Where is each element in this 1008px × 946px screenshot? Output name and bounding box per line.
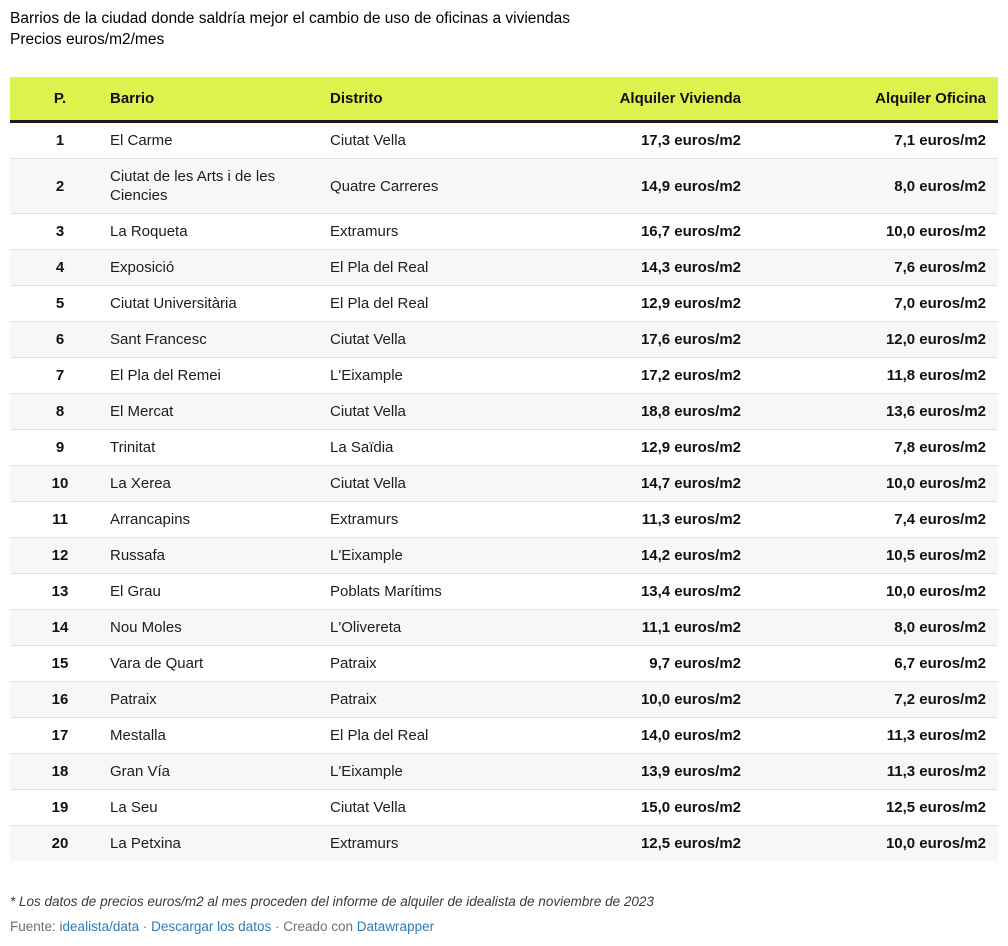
oficina-value-cell: 11,3 euros/m2 bbox=[886, 727, 986, 744]
barrio-cell: La Xerea bbox=[110, 475, 171, 492]
barrio-cell: El Carme bbox=[110, 132, 173, 149]
table-row bbox=[10, 394, 998, 430]
vivienda-value-cell: 11,1 euros/m2 bbox=[641, 619, 741, 636]
oficina-value-cell: 6,7 euros/m2 bbox=[894, 655, 986, 672]
table-row bbox=[10, 790, 998, 826]
source-line bbox=[10, 918, 998, 946]
datawrapper-link[interactable]: Datawrapper bbox=[356, 919, 435, 934]
oficina-value-cell: 12,5 euros/m2 bbox=[885, 799, 986, 816]
header-barrio: Barrio bbox=[110, 77, 330, 122]
oficina-value-cell: 10,0 euros/m2 bbox=[885, 475, 986, 492]
distrito-cell: L'Olivereta bbox=[330, 619, 402, 636]
chart-subtitle: Precios euros/m2/mes bbox=[10, 31, 165, 48]
table-row bbox=[10, 122, 998, 159]
rank-cell: 3 bbox=[55, 223, 65, 240]
rank-cell: 20 bbox=[51, 835, 69, 852]
distrito-cell: Extramurs bbox=[330, 835, 399, 852]
vivienda-value-cell: 18,8 euros/m2 bbox=[640, 403, 741, 420]
vivienda-value-cell: 16,7 euros/m2 bbox=[640, 223, 741, 240]
rank-cell: 17 bbox=[51, 727, 69, 744]
table-header bbox=[10, 77, 998, 122]
price-table bbox=[10, 77, 998, 861]
rank-cell: 7 bbox=[55, 367, 65, 384]
barrio-cell: Nou Moles bbox=[110, 619, 182, 636]
distrito-cell: El Pla del Real bbox=[330, 259, 429, 276]
vivienda-value-cell: 14,2 euros/m2 bbox=[640, 547, 741, 564]
source-link[interactable]: idealista/data bbox=[59, 919, 140, 934]
table-body bbox=[10, 122, 998, 862]
distrito-cell: L'Eixample bbox=[330, 763, 403, 780]
source-label: Fuente: bbox=[10, 919, 56, 934]
vivienda-value-cell: 9,7 euros/m2 bbox=[649, 655, 741, 672]
barrio-cell: Gran Vía bbox=[110, 763, 171, 780]
distrito-cell: Patraix bbox=[330, 655, 377, 672]
oficina-value-cell: 12,0 euros/m2 bbox=[885, 331, 986, 348]
table-row bbox=[10, 502, 998, 538]
separator-dot: · bbox=[274, 919, 280, 934]
vivienda-value-cell: 10,0 euros/m2 bbox=[640, 691, 741, 708]
table-row bbox=[10, 538, 998, 574]
barrio-cell: Patraix bbox=[110, 691, 157, 708]
vivienda-value-cell: 12,5 euros/m2 bbox=[640, 835, 741, 852]
vivienda-value-cell: 14,7 euros/m2 bbox=[640, 475, 741, 492]
oficina-value-cell: 10,0 euros/m2 bbox=[885, 223, 986, 240]
distrito-cell: El Pla del Real bbox=[330, 727, 429, 744]
rank-cell: 11 bbox=[52, 511, 68, 528]
vivienda-value-cell: 13,4 euros/m2 bbox=[640, 583, 741, 600]
vivienda-value-cell: 14,9 euros/m2 bbox=[640, 177, 741, 195]
barrio-cell: Trinitat bbox=[110, 439, 156, 456]
table-row bbox=[10, 610, 998, 646]
barrio-cell: El Pla del Remei bbox=[110, 367, 221, 384]
barrio-cell: La Roqueta bbox=[110, 223, 188, 240]
table-row bbox=[10, 430, 998, 466]
vivienda-value-cell: 11,3 euros/m2 bbox=[641, 511, 741, 528]
rank-cell: 10 bbox=[51, 475, 69, 492]
table-row bbox=[10, 214, 998, 250]
rank-cell: 9 bbox=[55, 439, 65, 456]
table-row bbox=[10, 286, 998, 322]
chart-title: Barrios de la ciudad donde saldría mejor el cambio de uso de oficinas a viviendas bbox=[10, 10, 571, 27]
distrito-cell: Quatre Carreres bbox=[330, 177, 439, 195]
vivienda-value-cell: 12,9 euros/m2 bbox=[640, 295, 741, 312]
distrito-cell: Ciutat Vella bbox=[330, 132, 406, 149]
oficina-value-cell: 10,0 euros/m2 bbox=[885, 835, 986, 852]
separator-dot: · bbox=[142, 919, 148, 934]
vivienda-value-cell: 14,0 euros/m2 bbox=[640, 727, 741, 744]
distrito-cell: Extramurs bbox=[330, 511, 399, 528]
barrio-cell: El Grau bbox=[110, 583, 161, 600]
oficina-value-cell: 13,6 euros/m2 bbox=[885, 403, 986, 420]
vivienda-value-cell: 14,3 euros/m2 bbox=[640, 259, 741, 276]
footnote: * Los datos de precios euros/m2 al mes proceden del informe de alquiler de idealista de noviembre de 2023 bbox=[10, 894, 654, 909]
table-row bbox=[10, 250, 998, 286]
vivienda-value-cell: 17,6 euros/m2 bbox=[640, 331, 741, 348]
table-row bbox=[10, 754, 998, 790]
oficina-value-cell: 7,8 euros/m2 bbox=[894, 439, 986, 456]
header-row bbox=[10, 77, 998, 122]
distrito-cell: Poblats Marítims bbox=[330, 583, 442, 600]
distrito-cell: L'Eixample bbox=[330, 547, 403, 564]
vivienda-value-cell: 17,2 euros/m2 bbox=[640, 367, 741, 384]
distrito-cell: El Pla del Real bbox=[330, 295, 429, 312]
title-block bbox=[10, 8, 998, 50]
rank-cell: 8 bbox=[55, 403, 65, 420]
rank-cell: 16 bbox=[51, 691, 69, 708]
table-row bbox=[10, 159, 998, 214]
table-row bbox=[10, 826, 998, 862]
distrito-cell: Patraix bbox=[330, 691, 377, 708]
table-row bbox=[10, 646, 998, 682]
oficina-value-cell: 11,3 euros/m2 bbox=[886, 763, 986, 780]
vivienda-value-cell: 15,0 euros/m2 bbox=[640, 799, 741, 816]
distrito-cell: Ciutat Vella bbox=[330, 799, 406, 816]
oficina-value-cell: 8,0 euros/m2 bbox=[894, 177, 986, 195]
table-row bbox=[10, 574, 998, 610]
created-with-label: Creado con bbox=[283, 919, 354, 934]
header-alquiler-vivienda: Alquiler Vivienda bbox=[580, 77, 741, 122]
rank-cell: 14 bbox=[51, 619, 69, 636]
vivienda-value-cell: 12,9 euros/m2 bbox=[640, 439, 741, 456]
distrito-cell: Ciutat Vella bbox=[330, 403, 406, 420]
distrito-cell: Ciutat Vella bbox=[330, 475, 406, 492]
oficina-value-cell: 7,2 euros/m2 bbox=[894, 691, 986, 708]
table-row bbox=[10, 358, 998, 394]
rank-cell: 2 bbox=[55, 177, 65, 195]
oficina-value-cell: 8,0 euros/m2 bbox=[894, 619, 986, 636]
distrito-cell: L'Eixample bbox=[330, 367, 403, 384]
oficina-value-cell: 7,4 euros/m2 bbox=[894, 511, 986, 528]
table-row bbox=[10, 322, 998, 358]
download-data-link[interactable]: Descargar los datos bbox=[151, 919, 272, 934]
oficina-value-cell: 7,6 euros/m2 bbox=[894, 259, 986, 276]
oficina-value-cell: 11,8 euros/m2 bbox=[886, 367, 986, 384]
vivienda-value-cell: 13,9 euros/m2 bbox=[640, 763, 741, 780]
barrio-cell: Ciutat de les Arts i de les Ciencies bbox=[110, 168, 276, 204]
oficina-value-cell: 7,1 euros/m2 bbox=[894, 132, 986, 149]
rank-cell: 19 bbox=[51, 799, 69, 816]
rank-cell: 18 bbox=[51, 763, 69, 780]
barrio-cell: Arrancapins bbox=[110, 511, 191, 528]
rank-cell: 15 bbox=[51, 655, 69, 672]
rank-cell: 5 bbox=[55, 295, 65, 312]
barrio-cell: Vara de Quart bbox=[110, 655, 204, 672]
distrito-cell: La Saïdia bbox=[330, 439, 394, 456]
rank-cell: 1 bbox=[55, 132, 65, 149]
oficina-value-cell: 7,0 euros/m2 bbox=[894, 295, 986, 312]
distrito-cell: Extramurs bbox=[330, 223, 399, 240]
header-alquiler-oficina: Alquiler Oficina bbox=[741, 77, 998, 122]
table-row bbox=[10, 718, 998, 754]
header-distrito: Distrito bbox=[330, 77, 580, 122]
barrio-cell: Mestalla bbox=[110, 727, 166, 744]
barrio-cell: Exposició bbox=[110, 259, 175, 276]
barrio-cell: La Petxina bbox=[110, 835, 181, 852]
rank-cell: 13 bbox=[51, 583, 69, 600]
barrio-cell: Ciutat Universitària bbox=[110, 295, 237, 312]
barrio-cell: Sant Francesc bbox=[110, 331, 207, 348]
barrio-cell: El Mercat bbox=[110, 403, 174, 420]
oficina-value-cell: 10,5 euros/m2 bbox=[885, 547, 986, 564]
barrio-cell: La Seu bbox=[110, 799, 158, 816]
table-row bbox=[10, 682, 998, 718]
distrito-cell: Ciutat Vella bbox=[330, 331, 406, 348]
table-row bbox=[10, 466, 998, 502]
header-rank: P. bbox=[10, 77, 110, 122]
rank-cell: 4 bbox=[55, 259, 65, 276]
barrio-cell: Russafa bbox=[110, 547, 166, 564]
rank-cell: 6 bbox=[55, 331, 65, 348]
oficina-value-cell: 10,0 euros/m2 bbox=[885, 583, 986, 600]
vivienda-value-cell: 17,3 euros/m2 bbox=[640, 132, 741, 149]
rank-cell: 12 bbox=[51, 547, 69, 564]
